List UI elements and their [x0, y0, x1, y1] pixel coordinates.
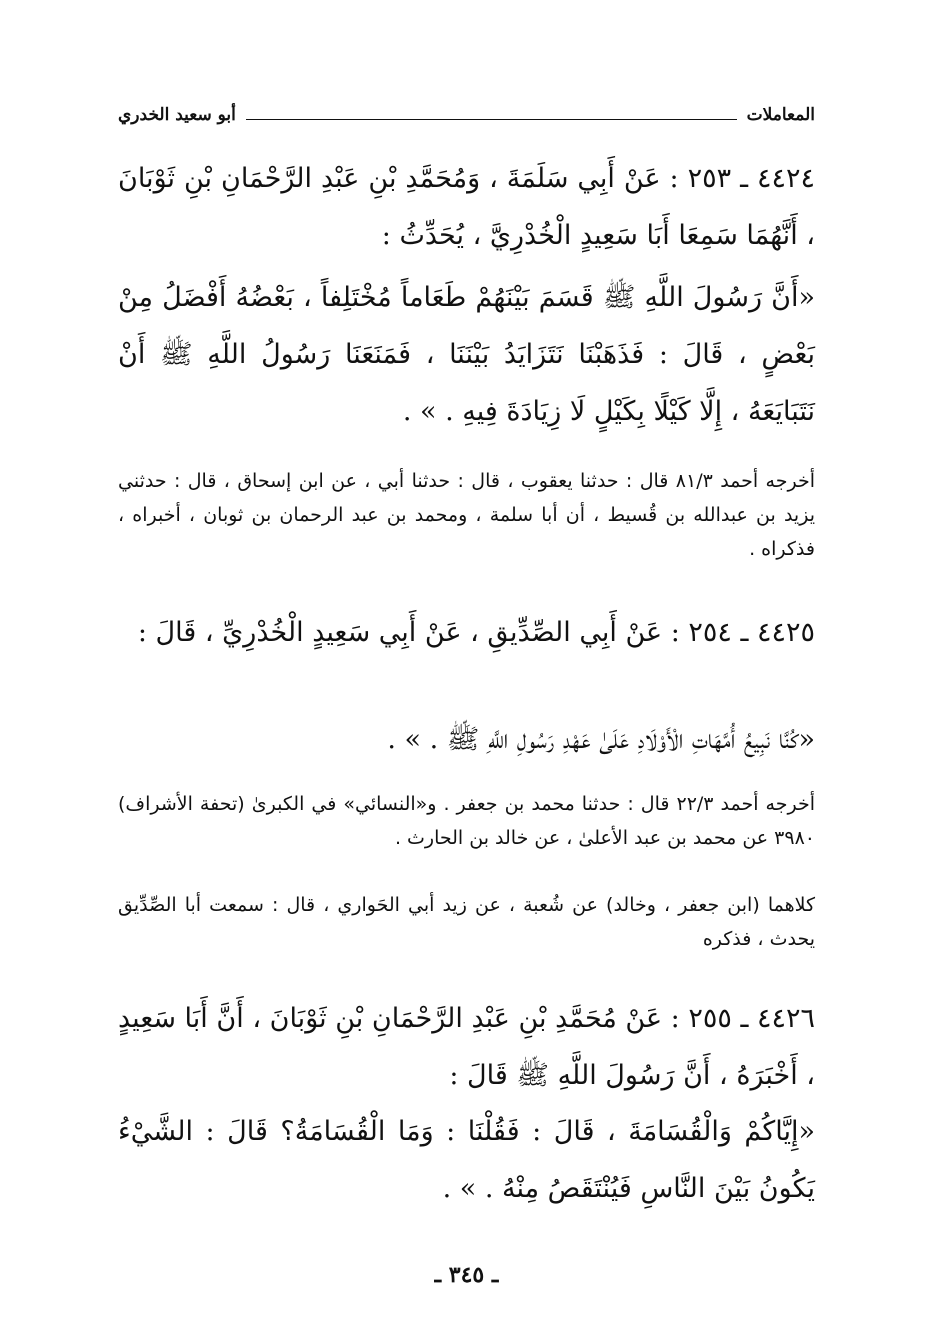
page-number: ـ ٣٤٥ ـ: [434, 1262, 499, 1288]
header-author: أبو سعيد الخدري: [118, 105, 236, 125]
hadith-4425-matn: «كُنَّا نَبِيعُ أُمَّهَاتِ الْأَوْلَادِ عَلَىٰ عَهْدِ رَسُولِ اللَّهِ ﷺ . » .: [387, 724, 815, 755]
hadith-4425-isnad: ٤٤٢٥ ـ ٢٥٤ : عَنْ أَبِي الصِّدِّيقِ ، عَنْ أَبِي سَعِيدٍ الْخُدْرِيِّ ، قَالَ :: [137, 617, 815, 648]
hadith-4424-isnad: ٤٤٢٤ ـ ٢٥٣ : عَنْ أَبِي سَلَمَةَ ، وَمُحَمَّدِ بْنِ عَبْدِ الرَّحْمَانِ بْنِ ثَوْبَانَ ، أَنَّهُمَا سَمِعَا أَبَا سَعِيدٍ الْخُدْرِيَّ ، يُحَدِّثُ :: [118, 163, 815, 251]
hadith-4424-matn: «أَنَّ رَسُولَ اللَّهِ ﷺ قَسَمَ بَيْنَهُمْ طَعَاماً مُخْتَلِفاً ، بَعْضُهُ أَفْضَلُ مِنْ بَعْضٍ ، قَالَ : فَذَهَبْنَا نَتَزَايَدُ بَيْنَنَا ، فَمَنَعَنَا رَسُولُ اللَّهِ ﷺ أَنْ نَتَبَايَعَهُ ، إِلَّا كَيْلًا بِكَيْلٍ لَا زِيَادَةَ فِيهِ . » .: [118, 282, 815, 427]
takhrij-4425: أخرجه أحمد ٢٢/٣ قال : حدثنا محمد بن جعفر . و«النسائي» في الكبرىٰ (تحفة الأشراف) ٣٩٨٠ عن محمد بن عبد الأعلىٰ ، عن خالد بن الحارث .: [118, 793, 815, 849]
takhrij-4425-note: كلاهما (ابن جعفر ، وخالد) عن شُعبة ، عن زيد أبي الحَواري ، قال : سمعت أبا الصِّدِّيق يحدث ، فذكره: [118, 894, 815, 950]
hadith-4426-isnad: ٤٤٢٦ ـ ٢٥٥ : عَنْ مُحَمَّدِ بْنِ عَبْدِ الرَّحْمَانِ بْنِ ثَوْبَانَ ، أَنَّ أَبَا سَعِيدٍ ، أَخْبَرَهُ ، أَنَّ رَسُولَ اللَّهِ ﷺ قَالَ :: [118, 1003, 815, 1091]
header-rule: [246, 119, 737, 120]
takhrij-4424: أخرجه أحمد ٨١/٣ قال : حدثنا يعقوب ، قال : حدثنا أبي ، عن ابن إسحاق ، قال : حدثني يزيد بن عبدالله بن قُسيط ، أن أبا سلمة ، ومحمد بن عبد الرحمان بن ثوبان ، أخبراه ، فذكراه .: [118, 470, 815, 560]
running-header: [118, 100, 815, 130]
hadith-4426-matn: «إِيَّاكُمْ وَالْقُسَامَةَ ، قَالَ : فَقُلْنَا : وَمَا الْقُسَامَةُ؟ قَالَ : الشَّيْءُ يَكُونُ بَيْنَ النَّاسِ فَيُنْتَقَصُ مِنْهُ . » .: [118, 1116, 815, 1204]
header-section-title: المعاملات: [746, 105, 815, 125]
